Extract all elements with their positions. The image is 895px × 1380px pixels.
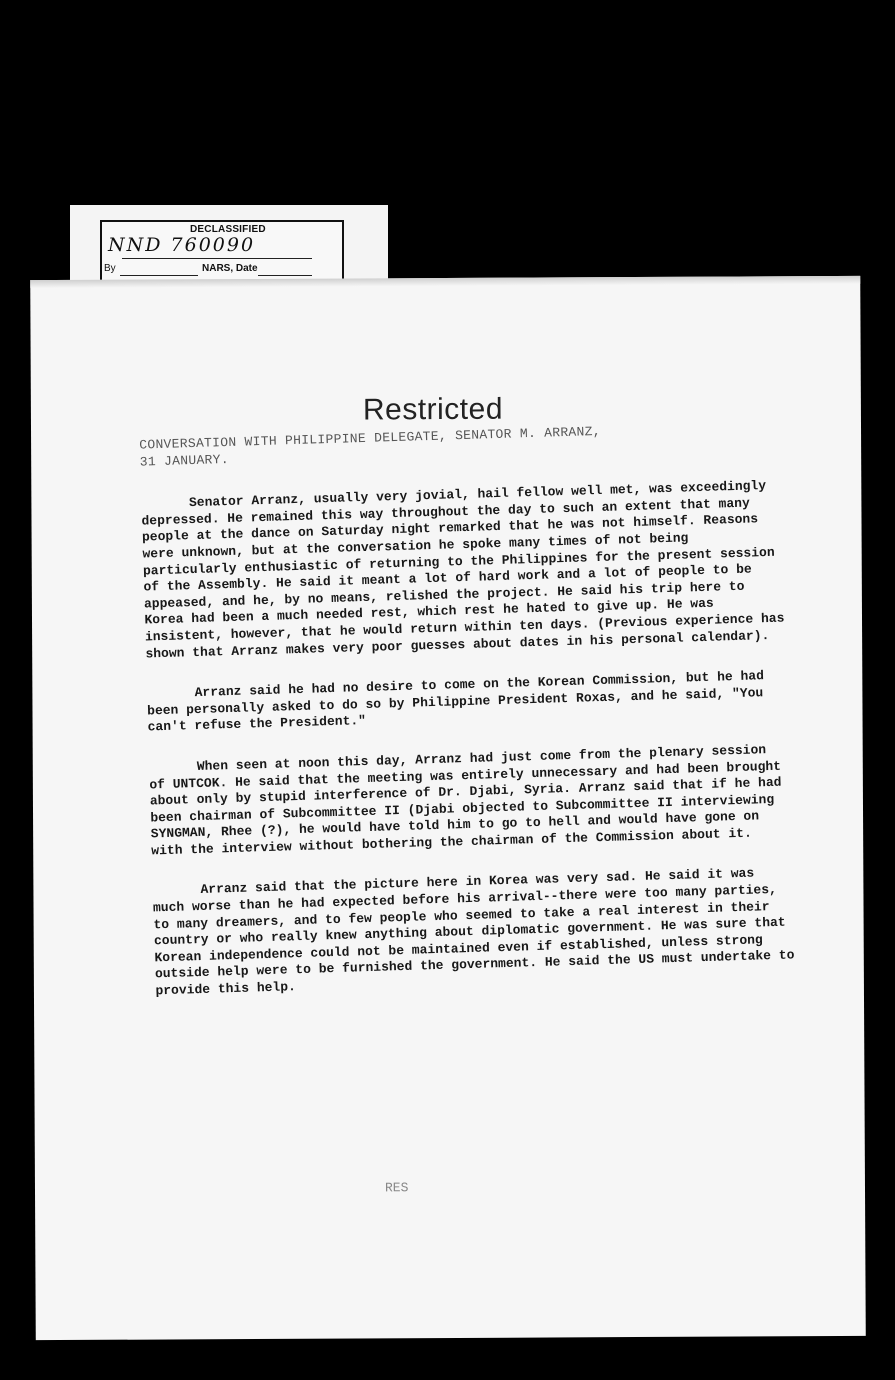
classification-marking: Restricted: [362, 392, 504, 427]
stamp-by-line: [120, 275, 198, 276]
document-body: [139, 419, 796, 1024]
stamp-nars-date-label: NARS, Date: [202, 263, 258, 274]
memo-heading-line: CONVERSATION WITH PHILIPPINE DELEGATE, SENATOR M. ARRANZ,: [139, 423, 602, 453]
page-footer-mark: RES: [384, 1180, 409, 1196]
stamp-by-label: By: [104, 263, 116, 274]
paragraph: Arranz said he had no desire to come on the Korean Commission, but he had been personally asked to do so by Philippine President Roxas, and he said, "You can't refuse the President.": [146, 668, 765, 735]
paragraph: When seen at noon this day, Arranz had just come from the plenary session of UNTCOK. He said that the meeting was entirely unnecessary and had been brought about only by stupid interference of Dr. Djabi, Syria. Arranz said that if he had been chairman of Subcommittee II (Djabi objected to Subcommittee II interviewing SYNGMAN, Rhee (?), he would have told him to go to hell and would have gone on with the interview without bothering the chairman of the Commission about it.: [149, 742, 782, 859]
declassification-stamp: [100, 220, 344, 284]
memo-heading-date: 31 JANUARY.: [139, 451, 230, 470]
stamp-date-line: [258, 275, 312, 276]
stamp-authority-number: NND 760090: [108, 234, 256, 256]
paragraph: Arranz said that the picture here in Korea was very sad. He said it was much worse than he had expected before his arrival--there were too many parties, to many dreamers, and to few people who seemed to take a real interest in their country or who really knew anything about diplomatic government. He was sure that Korean independence could not be maintained even if established, unless strong outside help were to be furnished the government. He said the US must undertake to provide this help.: [152, 866, 795, 999]
stamp-title: DECLASSIFIED: [190, 224, 266, 235]
document-page: [30, 276, 866, 1340]
stamp-divider: [122, 258, 312, 259]
paragraph: Senator Arranz, usually very jovial, hail fellow well met, was exceedingly depressed. He remained this way throughout the day to such an extent that many people at the dance on Saturday night remarked that he was not himself. Reasons were unknown, but at the conversation he spoke many times of not being particularly enthusiastic of returning to the Philippines for the present session of the Assembly. He said it meant a lot of hard work and a lot of people to be appeased, and he, by no means, relished the project. He said his trip here to Korea had been a much needed rest, which rest he hated to give up. He was insistent, however, that he would return within ten days. (Previous experience has shown that Arranz makes very poor guesses about dates in his personal calendar).: [141, 478, 785, 662]
